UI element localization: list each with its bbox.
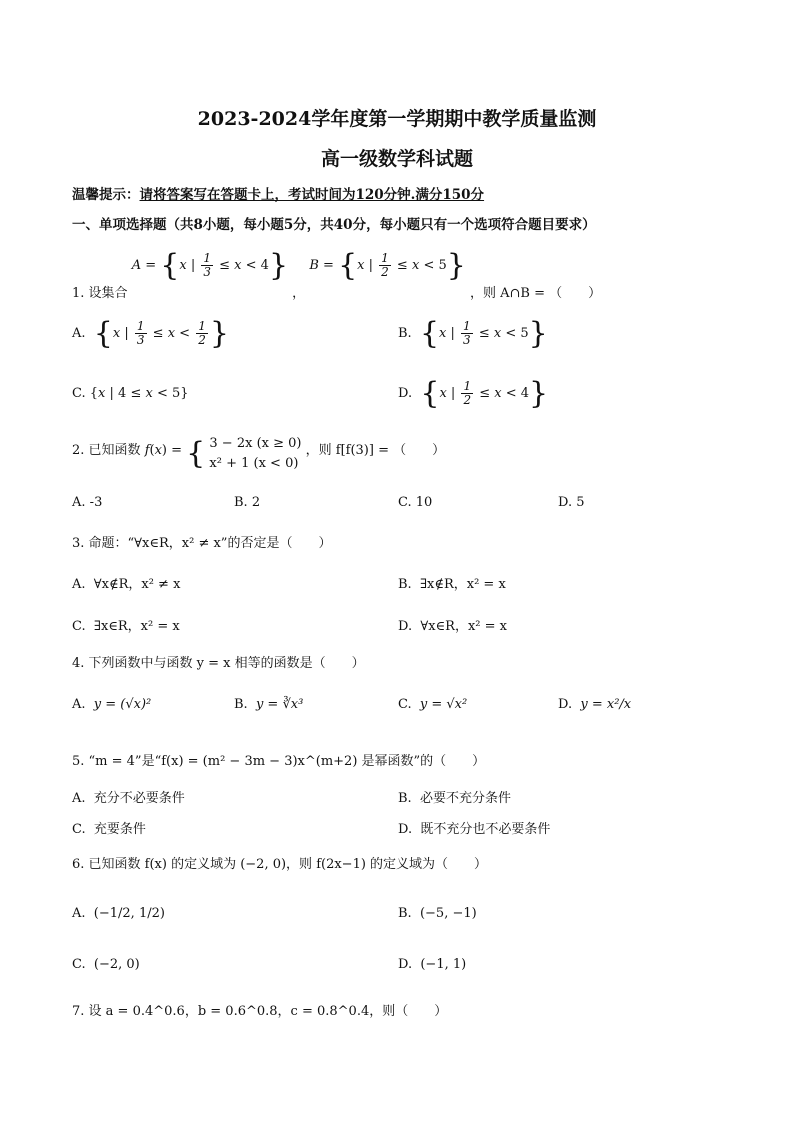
question-4: 4. 下列函数中与函数 y = x 相等的函数是（ ） — [72, 656, 365, 671]
q1-option-a: A. {x | $\frac{1}{3}$ ≤ x < $\frac{1}{2}$ } — [72, 316, 229, 351]
question-6: 6. 已知函数 f(x) 的定义域为 (−2, 0)，则 f(2x−1) 的定义域为（ ） — [72, 857, 488, 872]
q2-option-b: B. 2 — [234, 495, 261, 510]
q1-option-c: C. {x | 4 ≤ x < 5} — [72, 386, 189, 401]
question-1: 1. 设集合 A = {x | $\frac{1}{3}$ ≤ x < 4} ， B = {x | $\frac{1}{2}$ ≤ x < 5} ，则 A∩B = （ ） — [72, 248, 602, 301]
q6-option-a: A. (−1/2, 1/2) — [72, 906, 165, 921]
q2-option-d: D. 5 — [558, 495, 585, 510]
q3-option-c: C. ∃x∈R，x² = x — [72, 619, 180, 634]
notice-label: 温馨提示： — [72, 187, 140, 203]
notice — [72, 183, 484, 203]
q5-option-c: C. 充要条件 — [72, 822, 146, 837]
q4-option-c: C. y = √x² — [398, 697, 468, 712]
q6-option-c: C. (−2, 0) — [72, 957, 140, 972]
q1-ask: ，则 A∩B = （ ） — [469, 286, 602, 301]
q2-option-c: C. 10 — [398, 495, 433, 510]
q6-option-d: D. (−1, 1) — [398, 957, 467, 972]
notice-text: 请将答案写在答题卡上，考试时间为120分钟.满分150分 — [139, 187, 485, 203]
question-5: 5. “m = 4”是“f(x) = (m² − 3m − 3)x^(m+2) 是幂函数”的（ ） — [72, 754, 486, 769]
q3-option-b: B. ∃x∉R，x² = x — [398, 577, 506, 592]
q1-option-d: D. {x | $\frac{1}{2}$ ≤ x < 4} — [398, 376, 549, 411]
q2-ask: ，则 f[f(3)] = （ ） — [305, 442, 446, 458]
q2-piece-1: 3 − 2x (x ≥ 0) — [209, 436, 302, 451]
q2-piece-2: x² + 1 (x < 0) — [209, 456, 299, 472]
page-subtitle: 高一级数学科试题 — [320, 148, 473, 170]
q4-option-b: B. y = ∛x³ — [234, 697, 304, 712]
q6-option-b: B. (−5, −1) — [398, 906, 477, 921]
q1-stem: 1. 设集合 — [72, 286, 128, 301]
q1-set-b: B = {x | $\frac{1}{2}$ ≤ x < 5} — [309, 248, 466, 283]
q3-option-a: A. ∀x∉R，x² ≠ x — [72, 577, 181, 592]
q2-option-a: A. -3 — [72, 495, 103, 510]
q1-option-b: B. {x | $\frac{1}{3}$ ≤ x < 5} — [398, 316, 548, 351]
question-2: 2. 已知函数 f(x) = { 3 − 2x (x ≥ 0) x² + 1 (x < 0) ，则 f[f(3)] = （ ） — [72, 434, 445, 474]
question-3: 3. 命题：“∀x∈R，x² ≠ x”的否定是（ ） — [72, 536, 332, 551]
q4-option-a: A. y = (√x)² — [72, 697, 152, 712]
q5-option-d: D. 既不充分也不必要条件 — [398, 822, 551, 837]
q5-option-b: B. 必要不充分条件 — [398, 791, 511, 806]
q1-set-a: A = {x | $\frac{1}{3}$ ≤ x < 4} — [131, 248, 289, 283]
page-title: 2023-2024学年度第一学期期中教学质量监测 — [197, 108, 597, 130]
q5-option-a: A. 充分不必要条件 — [72, 791, 185, 806]
section-heading: 一、单项选择题（共8小题，每小题5分，共40分，每小题只有一个选项符合题目要求） — [72, 217, 596, 233]
question-7: 7. 设 a = 0.4^0.6，b = 0.6^0.8，c = 0.8^0.4，则（ ） — [72, 1004, 448, 1019]
q3-option-d: D. ∀x∈R，x² = x — [398, 619, 507, 634]
q4-option-d: D. y = x²/x — [558, 697, 632, 712]
